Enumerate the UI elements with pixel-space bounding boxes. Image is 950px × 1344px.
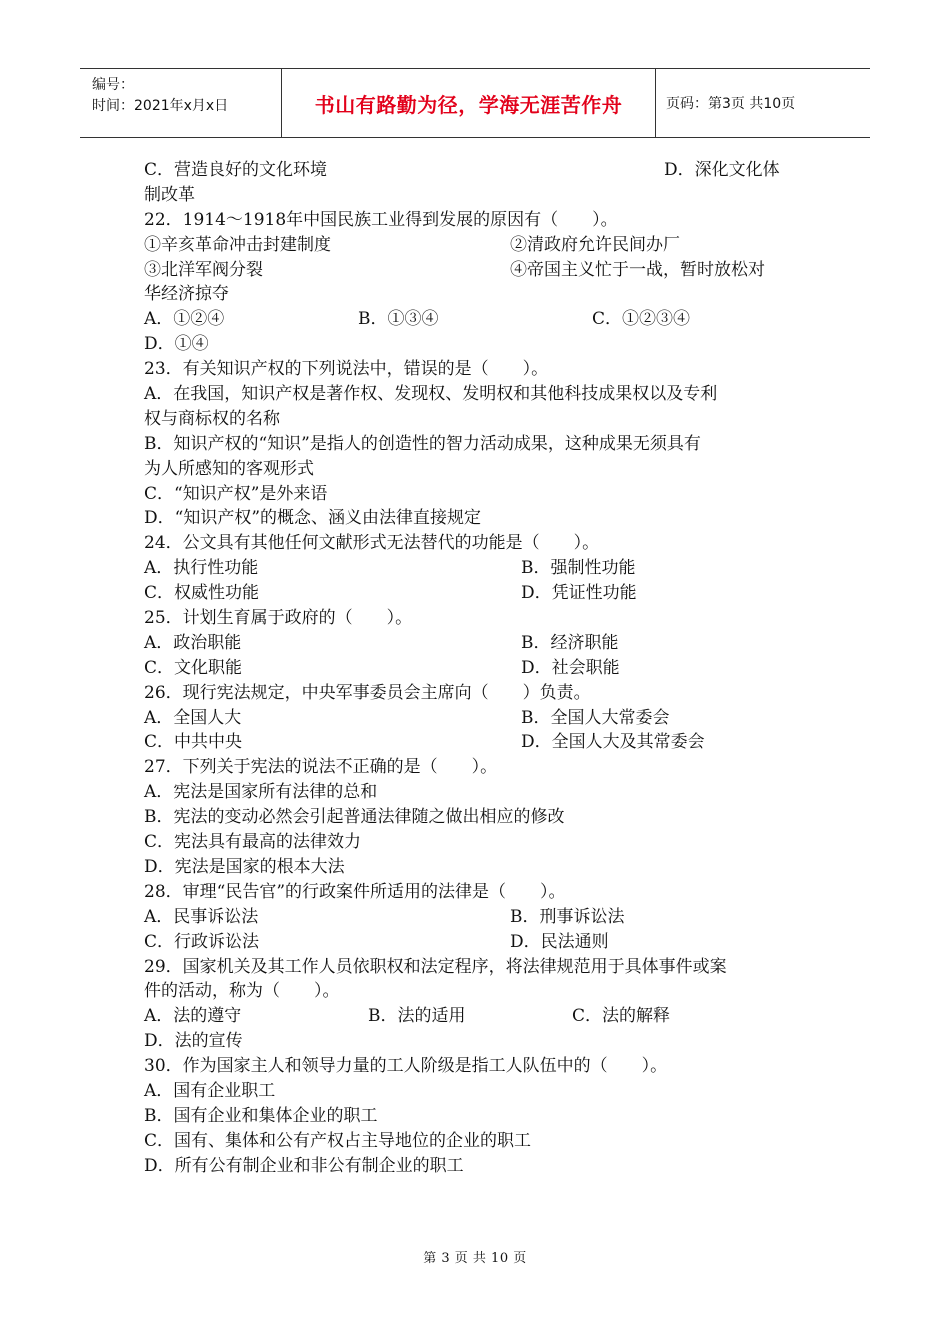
q22-options-row: [144, 307, 804, 332]
q28-option-d: D．民法通则: [510, 931, 609, 952]
q24-options-row-2: [144, 581, 804, 606]
q27-option-d: D．宪法是国家的根本大法: [144, 856, 345, 877]
q27-stem: 27．下列关于宪法的说法不正确的是（ ）。: [144, 757, 498, 778]
q30-option-d: D．所有公有制企业和非公有制企业的职工: [144, 1155, 464, 1176]
q26-stem: 26．现行宪法规定，中央军事委员会主席向（ ）负责。: [144, 682, 591, 703]
q25-option-a: A．政治职能: [144, 632, 242, 653]
q22-item-1: ①辛亥革命冲击封建制度: [144, 234, 331, 255]
q23-option-a-continued: 权与商标权的名称: [144, 408, 280, 429]
q21-option-d: D．深化文化体: [664, 160, 780, 180]
q30-option-c: C．国有、集体和公有产权占主导地位的企业的职工: [144, 1130, 532, 1151]
q21-options-row: [144, 158, 804, 183]
q21-option-d-continued: 制改革: [144, 184, 195, 205]
q23-option-b-continued: 为人所感知的客观形式: [144, 458, 314, 479]
q30-stem: 30．作为国家主人和领导力量的工人阶级是指工人队伍中的（ ）。: [144, 1056, 668, 1077]
q29-stem: 29．国家机关及其工作人员依职权和法定程序，将法律规范用于具体事件或案: [144, 956, 727, 977]
q29-option-c: C．法的解释: [572, 1006, 671, 1027]
q24-option-a: A．执行性功能: [144, 558, 259, 579]
q26-options-row-2: [144, 730, 804, 755]
q28-options-row-2: [144, 930, 804, 955]
q30-option-b: B．国有企业和集体企业的职工: [144, 1105, 378, 1126]
page-header: [80, 68, 870, 138]
q22-item-4: ④帝国主义忙于一战，暂时放松对: [510, 259, 765, 280]
question-content: [144, 158, 804, 1179]
q22-stem: 22．1914～1918年中国民族工业得到发展的原因有（ ）。: [144, 209, 618, 230]
q26-option-b: B．全国人大常委会: [521, 707, 670, 728]
q22-items-row-2: [144, 258, 804, 283]
q23-option-d: D．“知识产权”的概念、涵义由法律直接规定: [144, 508, 482, 529]
q25-option-d: D．社会职能: [521, 657, 620, 678]
q22-option-b: B．①③④: [358, 309, 439, 330]
q23-option-a: A．在我国，知识产权是著作权、发现权、发明权和其他科技成果权以及专利: [144, 384, 718, 405]
q29-option-b: B．法的适用: [368, 1006, 466, 1027]
q24-option-b: B．强制性功能: [521, 558, 636, 579]
q27-option-b: B．宪法的变动必然会引起普通法律随之做出相应的修改: [144, 807, 565, 828]
q22-option-c: C．①②③④: [592, 309, 691, 330]
q29-stem-continued: 件的活动，称为（ ）。: [144, 981, 340, 1002]
q25-stem: 25．计划生育属于政府的（ ）。: [144, 608, 413, 629]
q26-option-d: D．全国人大及其常委会: [521, 732, 705, 753]
header-meta: [80, 69, 282, 137]
q22-items-row-1: [144, 233, 804, 258]
q22-item-2: ②清政府允许民间办厂: [510, 234, 680, 255]
header-motto: 书山有路勤为径，学海无涯苦作舟: [314, 92, 623, 117]
q24-option-d: D．凭证性功能: [521, 583, 637, 604]
q23-stem: 23．有关知识产权的下列说法中，错误的是（ ）。: [144, 359, 549, 380]
q27-option-a: A．宪法是国家所有法律的总和: [144, 782, 378, 803]
document-date: 时间：2021年x月x日: [92, 98, 229, 114]
q28-option-c: C．行政诉讼法: [144, 931, 260, 952]
q25-option-b: B．经济职能: [521, 632, 619, 653]
q22-option-d: D．①④: [144, 334, 209, 355]
q24-stem: 24．公文具有其他任何文献形式无法替代的功能是（ ）。: [144, 533, 600, 554]
q25-option-c: C．文化职能: [144, 657, 243, 678]
q28-stem: 28．审理“民告官”的行政案件所适用的法律是（ ）。: [144, 881, 566, 902]
q28-option-a: A．民事诉讼法: [144, 906, 259, 927]
q29-option-a: A．法的遵守: [144, 1006, 242, 1027]
page-footer: 第 3 页 共 10 页: [423, 1251, 527, 1266]
q22-item-4-continued: 华经济掠夺: [144, 284, 229, 305]
q24-option-c: C．权威性功能: [144, 583, 260, 604]
q29-option-d: D．法的宣传: [144, 1031, 243, 1052]
q23-option-b: B．知识产权的“知识”是指人的创造性的智力活动成果，这种成果无须具有: [144, 433, 701, 454]
header-page-info: 页码：第3页 共10页: [666, 96, 796, 112]
q25-options-row-1: [144, 631, 804, 656]
q26-option-a: A．全国人大: [144, 707, 242, 728]
document-number: 编号：: [92, 77, 134, 93]
q21-option-c: C．营造良好的文化环境: [144, 160, 328, 180]
q28-options-row-1: [144, 905, 804, 930]
q27-option-c: C．宪法具有最高的法律效力: [144, 832, 362, 853]
q29-options-row: [144, 1004, 804, 1029]
q26-options-row-1: [144, 706, 804, 731]
q22-item-3: ③北洋军阀分裂: [144, 259, 263, 280]
header-motto-cell: [282, 69, 656, 137]
q26-option-c: C．中共中央: [144, 732, 243, 753]
q23-option-c: C．“知识产权”是外来语: [144, 483, 328, 504]
q30-option-a: A．国有企业职工: [144, 1080, 276, 1101]
q22-option-a: A．①②④: [144, 309, 225, 330]
q28-option-b: B．刑事诉讼法: [510, 906, 625, 927]
q25-options-row-2: [144, 656, 804, 681]
q24-options-row-1: [144, 556, 804, 581]
